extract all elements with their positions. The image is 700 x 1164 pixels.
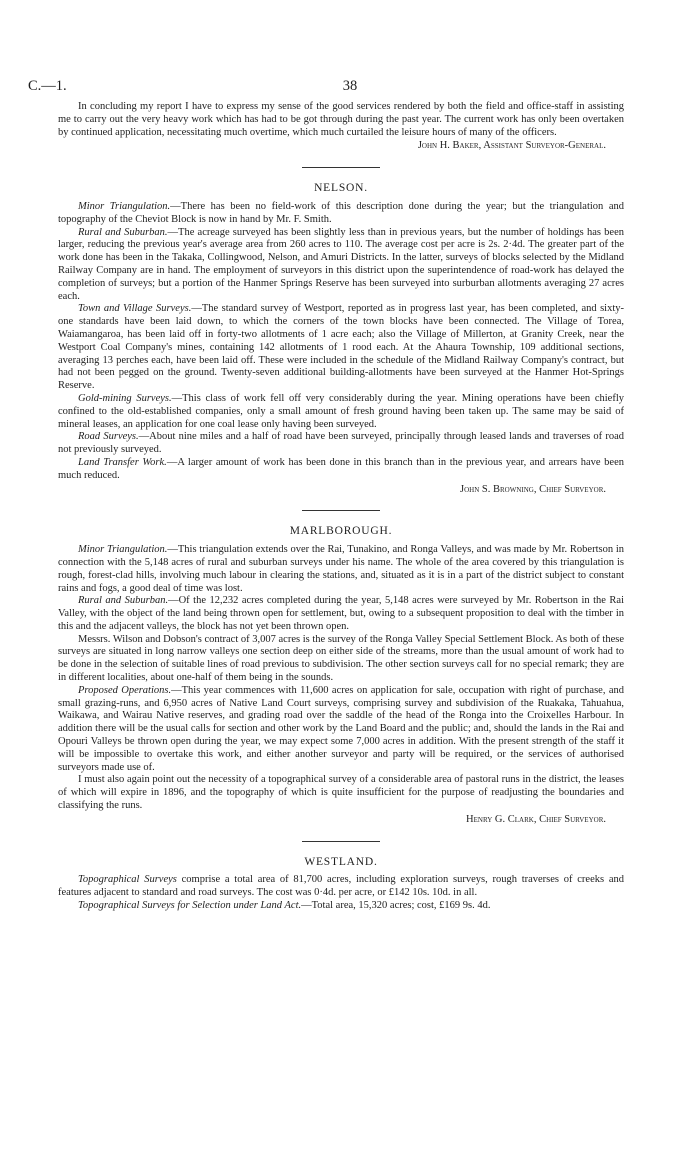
paragraph: Minor Triangulation.—This triangulation extends over the Rai, Tunakino, and Ronga Valleys, and was made by Mr. Robertson in connection with the 5,148 acres of rural and suburban surveys under his name. The whole of the area covered by this triangulation is rough, forest-clad hills, involving much labour in clearing the stations, and, situated as it is in a part of the district subject to constant rains and fogs, a good deal of time was lost. <box>58 544 624 594</box>
paragraph: Topographical Surveys comprise a total area of 81,700 acres, including exploration surveys, rough traverses of creeks and features adjacent to standard and road surveys. The cost was 0·4d. per acre, or £142 10s. 10d. in all. <box>58 874 624 899</box>
paragraph: Topographical Surveys for Selection under Land Act.—Total area, 15,320 acres; cost, £169 9s. 4d. <box>78 900 491 912</box>
paragraph: Proposed Operations.—This year commences with 11,600 acres on application for sale, occupation with right of purchase, and small grazing-runs, and 6,950 acres of Native Land Court surveys, comprising survey and subdivision of the Ruakaka, Tahuahua, Waikawa, and Wairau Native reserves, and grading road over the saddle of the head of the Ronga into the Croixelles Harbour. In addition there will be the usual calls for section and other work by the Land Board and the public; and, should the lands in the Rai and Opouri Valleys be thrown open during the year, we may expect some 7,000 acres in addition. With the present strength of the staff it will be impossible to overtake this work, and either another surveyor and party will be required, or the services of authorised surveyors made use of. <box>58 684 624 773</box>
page-body <box>58 101 624 913</box>
paragraph: Minor Triangulation.—There has been no field-work of this description done during the year; but the triangulation and topography of the Cheviot Block is now in hand by Mr. F. Smith. <box>58 200 624 225</box>
section-divider <box>302 510 380 511</box>
paragraph: Messrs. Wilson and Dobson's contract of 3,007 acres is the survey of the Ronga Valley Special Settlement Block. As both of these surveys are situated in long narrow valleys one section deep on either side of the streams, more than the usual amount of work had to be done in the selection of suitable lines of road previous to subdivision. The other section surveys call for no special remark; they are in different localities, about one-half of them being in the sounds. <box>58 633 624 684</box>
section-westland <box>58 856 624 913</box>
intro-paragraph: In concluding my report I have to express my sense of the good services rendered by both the field and office-staff in assisting me to carry out the very heavy work which has had to be got through during the past year. The current work has only been overtaken by continued application, necessitating much overtime, which much curtailed the leisure hours of many of the officers. <box>58 101 624 138</box>
signature-clark: Henry G. Clark, Chief Surveyor. <box>466 813 606 825</box>
paragraph: Rural and Suburban.—The acreage surveyed has been slightly less than in previous years, but the number of holdings has been larger, reducing the previous year's average area from 260 acres to 110. The average cost per acre is 2s. 2·4d. The greater part of the work done has been in the Takaka, Collingwood, Nelson, and Amuri Districts. In the latter, surveys of blocks selected by the Midland Railway Company are in hand. The employment of surveyors in this district upon the superintendence of road-work has delayed the completion of surveys; but a portion of the Hanmer Springs Reserve has been surveyed into surburban allotments averaging 27 acres each. <box>58 226 624 302</box>
section-divider <box>302 841 380 842</box>
paragraph: Town and Village Surveys.—The standard survey of Westport, reported as in progress last year, has been completed, and sixty-one standards have been laid down, to which the corners of the town blocks have been connected. The Village of Torea, Waiamangaroa, has been laid off in forty-two allotments of 1 acre each; also the Village of Millerton, at Granity Creek, near the Westport Coal Company's mines, containing 142 allotments of 1 rood each. At the Ahaura Township, 109 additional sections, averaging 13 perches each, have been laid off. These were included in the schedule of the Midland Railway Company's contract, but had not been pegged on the ground. Twenty-seven additional building-allotments have been surveyed at the Hanmer Hot-Springs Reserve. <box>58 303 624 392</box>
document-code: C.—1. <box>28 78 67 94</box>
signature-baker: John H. Baker, Assistant Surveyor-General. <box>417 140 606 152</box>
section-marlborough <box>58 525 624 826</box>
section-nelson <box>58 182 624 496</box>
paragraph: Land Transfer Work.—A larger amount of work has been done in this branch than in the previous year, and arrears have been much reduced. <box>58 456 624 481</box>
signature-browning: John S. Browning, Chief Surveyor. <box>460 483 606 495</box>
paragraph: Gold-mining Surveys.—This class of work fell off very considerably during the year. Mining operations have been chiefly confined to the old-established companies, only a small amount of fresh ground having been taken up. The same may be said of mineral leases, an application for one coal lease only having been surveyed. <box>58 392 624 430</box>
paragraph: Road Surveys.—About nine miles and a half of road have been surveyed, principally through leased lands and traverses of road not previously surveyed. <box>58 431 624 456</box>
paragraph: Rural and Suburban.—Of the 12,232 acres completed during the year, 5,148 acres were surveyed by Mr. Robertson in the Rai Valley, with the object of the land being thrown open for settlement, but, owing to a subsequent proposition to deal with the timber in this and the adjacent valleys, the block has not yet been thrown open. <box>58 595 624 632</box>
section-divider <box>302 167 380 168</box>
paragraph: I must also again point out the necessity of a topographical survey of a considerable area of pastoral runs in the district, the leases of which will expire in 1896, and the topography of which is quite insufficient for the purpose of readjusting the boundaries and classifying the runs. <box>58 774 624 812</box>
page-number: 38 <box>342 78 358 94</box>
section-title-nelson: NELSON. <box>314 182 368 195</box>
section-title-marlborough: MARLBOROUGH. <box>289 525 393 538</box>
section-title-westland: WESTLAND. <box>304 855 378 868</box>
